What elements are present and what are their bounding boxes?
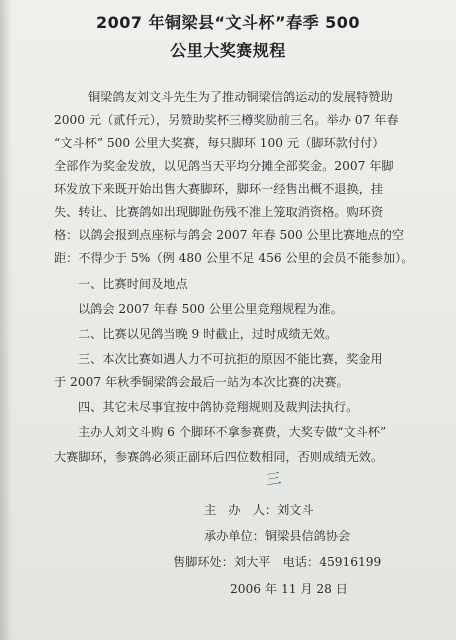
body-line: 2000 元（贰仟元），另赞助奖杯三樽奖励前三名。举办 07 年春 bbox=[54, 113, 399, 127]
body-line: 三、本次比赛如遇人力不可抗拒的原因不能比赛，奖金用 bbox=[78, 352, 383, 366]
body-line: 距：不得少于 5%（例 480 公里不足 456 公里的会员不能参加）。 bbox=[54, 251, 414, 265]
handwritten-mark: 三 bbox=[264, 469, 283, 489]
body-line: 于 2007 年秋季铜梁鸽会最后一站为本次比赛的决赛。 bbox=[54, 375, 349, 389]
body-line: 四、其它未尽事宜按中鸽协竞翔规则及裁判法执行。 bbox=[78, 400, 359, 414]
body-line: 主办人刘文斗购 6 个脚环不拿参赛费，大奖专做“文斗杯” bbox=[78, 425, 387, 439]
body-line: “文斗杯” 500 公里大奖赛，每只脚环 100 元（脚环款付付） bbox=[54, 136, 385, 150]
body-line: 二、比赛以见鸽当晚 9 时截止，过时成绩无效。 bbox=[78, 327, 338, 341]
document-title-line-2: 公里大奖赛规程 bbox=[170, 41, 286, 60]
ring-sales-line: 售脚环处：刘大平 电话：45916199 bbox=[173, 555, 382, 569]
document-title-line-1: 2007 年铜梁县“文斗杯”春季 500 bbox=[95, 13, 361, 32]
body-line: 铜梁鸽友刘文斗先生为了推动铜梁信鸽运动的发展特赞助 bbox=[88, 90, 393, 104]
body-line: 环发放下来既开始出售大赛脚环，脚环一经售出概不退换，挂 bbox=[54, 182, 384, 196]
body-line: 以鸽会 2007 年春 500 公里公里竞翔规程为准。 bbox=[78, 302, 343, 316]
co-organizer-line: 承办单位：铜梁县信鸽协会 bbox=[204, 529, 351, 543]
body-line: 格：以鸽会报到点座标与鸽会 2007 年春 500 公里比赛地点的空 bbox=[54, 228, 405, 242]
body-line: 大赛脚环，参赛鸽必须正副环后四位数相同，否则成绩无效。 bbox=[54, 450, 384, 464]
organizer-line: 主 办 人：刘文斗 bbox=[204, 503, 314, 517]
body-line: 失、转让、比赛鸽如出现脚趾伤残不准上笼取消资格。购环资 bbox=[54, 205, 384, 219]
body-line: 全部作为奖金发放，以见鸽当天平均分摊全部奖金。2007 年脚 bbox=[54, 159, 394, 173]
page-edge-shadow bbox=[0, 0, 12, 640]
date-line: 2006 年 11 月 28 日 bbox=[230, 582, 348, 596]
body-line: 一、比赛时间及地点 bbox=[78, 277, 188, 291]
